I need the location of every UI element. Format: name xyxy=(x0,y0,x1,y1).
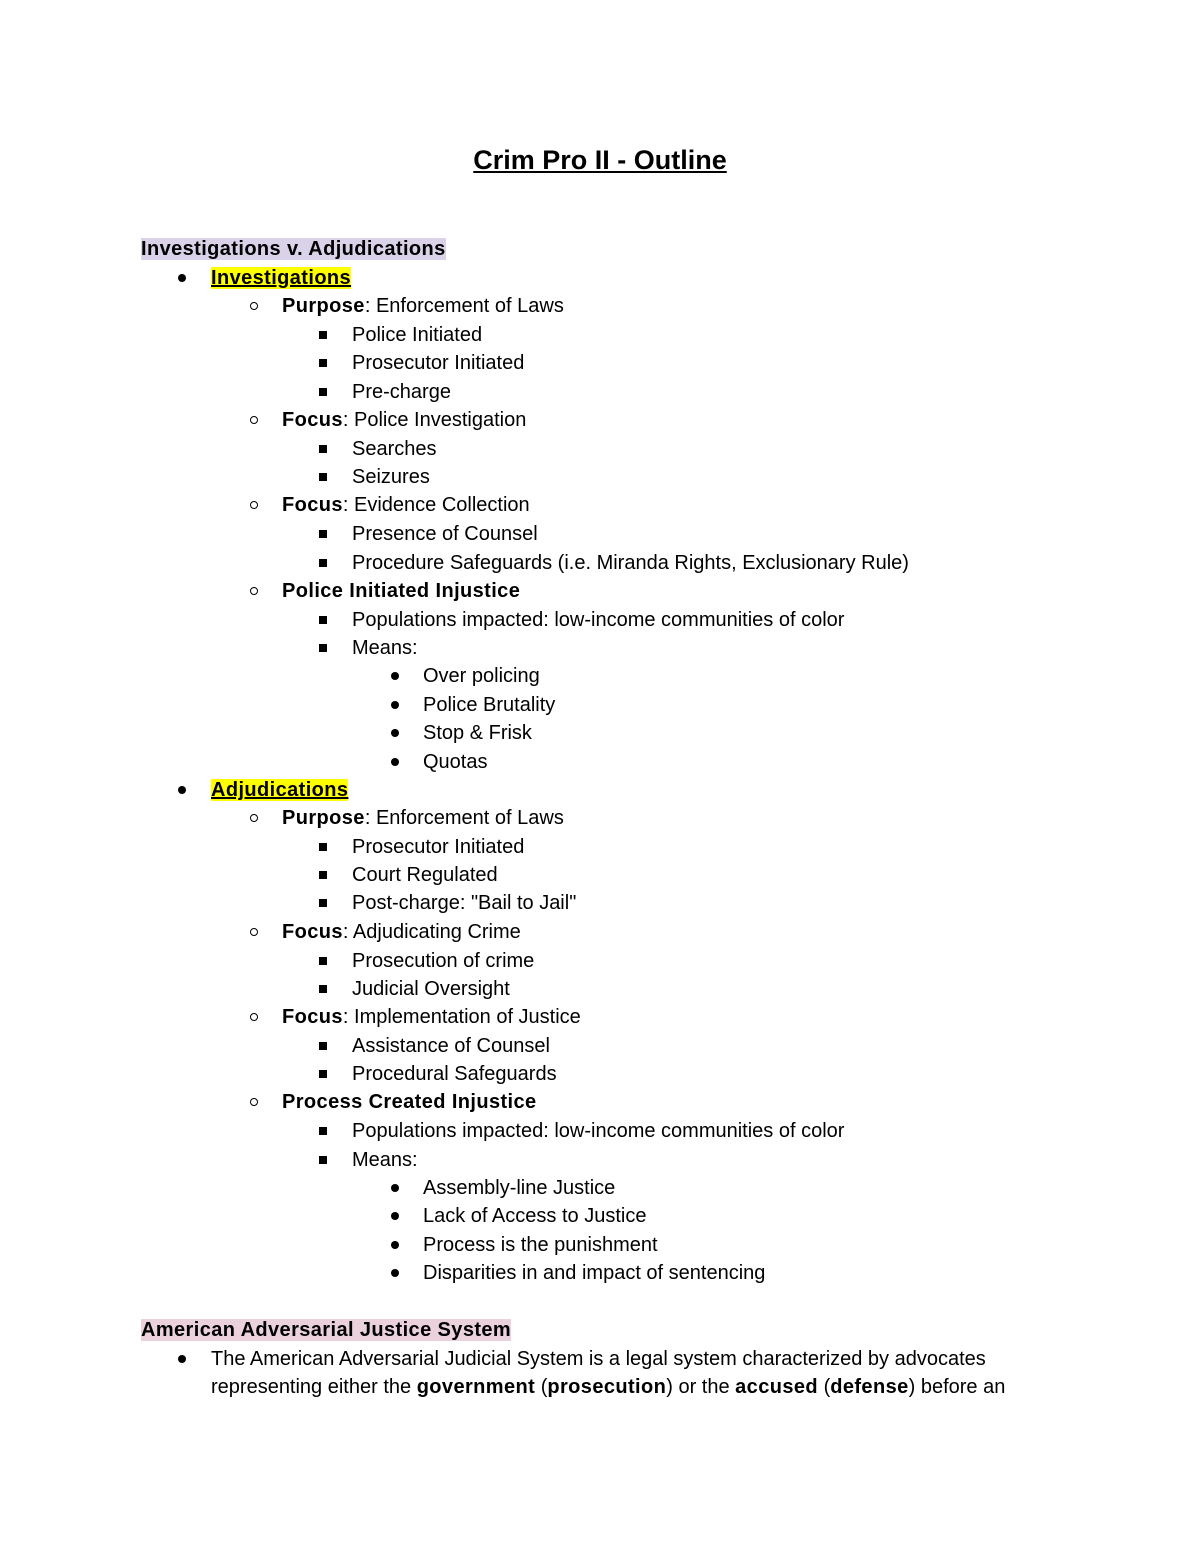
list-item: Police Initiated Injustice xyxy=(282,580,521,602)
square-bullet-icon xyxy=(313,435,333,463)
list-item: Assembly-line Justice xyxy=(423,1177,616,1199)
square-bullet-icon xyxy=(313,606,333,634)
filled-bullet-icon xyxy=(385,1259,405,1287)
section-heading-text: Investigations v. Adjudications xyxy=(141,238,446,260)
square-bullet-icon xyxy=(313,1117,333,1145)
filled-bullet-icon xyxy=(385,691,405,719)
list-item: Populations impacted: low-income communities of color xyxy=(352,1120,845,1142)
hollow-bullet-icon xyxy=(244,804,264,832)
list-item: Procedural Safeguards xyxy=(352,1063,557,1085)
list-item: Over policing xyxy=(423,665,540,687)
square-bullet-icon xyxy=(313,947,333,975)
square-bullet-icon xyxy=(313,520,333,548)
list-item: Court Regulated xyxy=(352,864,498,886)
square-bullet-icon xyxy=(313,889,333,917)
list-item: Focus: Adjudicating Crime xyxy=(282,921,521,943)
filled-bullet-icon xyxy=(385,748,405,776)
square-bullet-icon xyxy=(313,1146,333,1174)
square-bullet-icon xyxy=(313,378,333,406)
square-bullet-icon xyxy=(313,833,333,861)
list-item: Stop & Frisk xyxy=(423,722,532,744)
list-item: Prosecution of crime xyxy=(352,950,535,972)
hollow-bullet-icon xyxy=(244,292,264,320)
square-bullet-icon xyxy=(313,463,333,491)
list-item: Police Brutality xyxy=(423,694,556,716)
list-item: Focus: Police Investigation xyxy=(282,409,527,431)
hollow-bullet-icon xyxy=(244,577,264,605)
list-item: Process Created Injustice xyxy=(282,1091,537,1113)
section-heading-text: American Adversarial Justice System xyxy=(141,1319,512,1341)
list-item: Searches xyxy=(352,438,437,460)
filled-bullet-icon xyxy=(385,1174,405,1202)
filled-bullet-icon xyxy=(172,776,192,804)
list-item: Assistance of Counsel xyxy=(352,1035,550,1057)
filled-bullet-icon xyxy=(172,1345,192,1373)
list-item: Process is the punishment xyxy=(423,1234,658,1256)
list-item: Lack of Access to Justice xyxy=(423,1205,647,1227)
filled-bullet-icon xyxy=(385,719,405,747)
square-bullet-icon xyxy=(313,634,333,662)
list-item: Focus: Evidence Collection xyxy=(282,494,530,516)
square-bullet-icon xyxy=(313,1032,333,1060)
section-heading xyxy=(141,1316,511,1344)
list-item: Pre-charge xyxy=(352,381,451,403)
hollow-bullet-icon xyxy=(244,1003,264,1031)
filled-bullet-icon xyxy=(385,1231,405,1259)
list-item: Police Initiated xyxy=(352,324,483,346)
list-item: Procedure Safeguards (i.e. Miranda Rights, Exclusionary Rule) xyxy=(352,552,909,574)
list-item: Presence of Counsel xyxy=(352,523,538,545)
hollow-bullet-icon xyxy=(244,491,264,519)
square-bullet-icon xyxy=(313,1060,333,1088)
hollow-bullet-icon xyxy=(244,1088,264,1116)
page-title: Crim Pro II - Outline xyxy=(473,145,727,175)
list-item: Focus: Implementation of Justice xyxy=(282,1006,581,1028)
section-heading xyxy=(141,235,446,263)
list-item: Judicial Oversight xyxy=(352,978,510,1000)
filled-bullet-icon xyxy=(385,1202,405,1230)
hollow-bullet-icon xyxy=(244,406,264,434)
list-item: Disparities in and impact of sentencing xyxy=(423,1262,766,1284)
list-item: Means: xyxy=(352,637,418,659)
square-bullet-icon xyxy=(313,549,333,577)
square-bullet-icon xyxy=(313,861,333,889)
list-item xyxy=(211,776,348,804)
subsection-label: Investigations xyxy=(211,267,352,289)
square-bullet-icon xyxy=(313,975,333,1003)
list-item: Purpose: Enforcement of Laws xyxy=(282,295,564,317)
filled-bullet-icon xyxy=(385,662,405,690)
paragraph-line: representing either the government (prosecution) or the accused (defense) before an xyxy=(211,1376,1006,1398)
square-bullet-icon xyxy=(313,349,333,377)
list-item: Prosecutor Initiated xyxy=(352,352,525,374)
list-item: Means: xyxy=(352,1149,418,1171)
square-bullet-icon xyxy=(313,321,333,349)
list-item: Seizures xyxy=(352,466,430,488)
subsection-label: Adjudications xyxy=(211,779,349,801)
paragraph-line: The American Adversarial Judicial System is a legal system characterized by advocates xyxy=(211,1348,986,1370)
list-item: Post-charge: "Bail to Jail" xyxy=(352,892,577,914)
list-item: Prosecutor Initiated xyxy=(352,836,525,858)
list-item: Populations impacted: low-income communities of color xyxy=(352,609,845,631)
list-item: Purpose: Enforcement of Laws xyxy=(282,807,564,829)
list-item: Quotas xyxy=(423,751,488,773)
hollow-bullet-icon xyxy=(244,918,264,946)
list-item xyxy=(211,264,351,292)
filled-bullet-icon xyxy=(172,264,192,292)
